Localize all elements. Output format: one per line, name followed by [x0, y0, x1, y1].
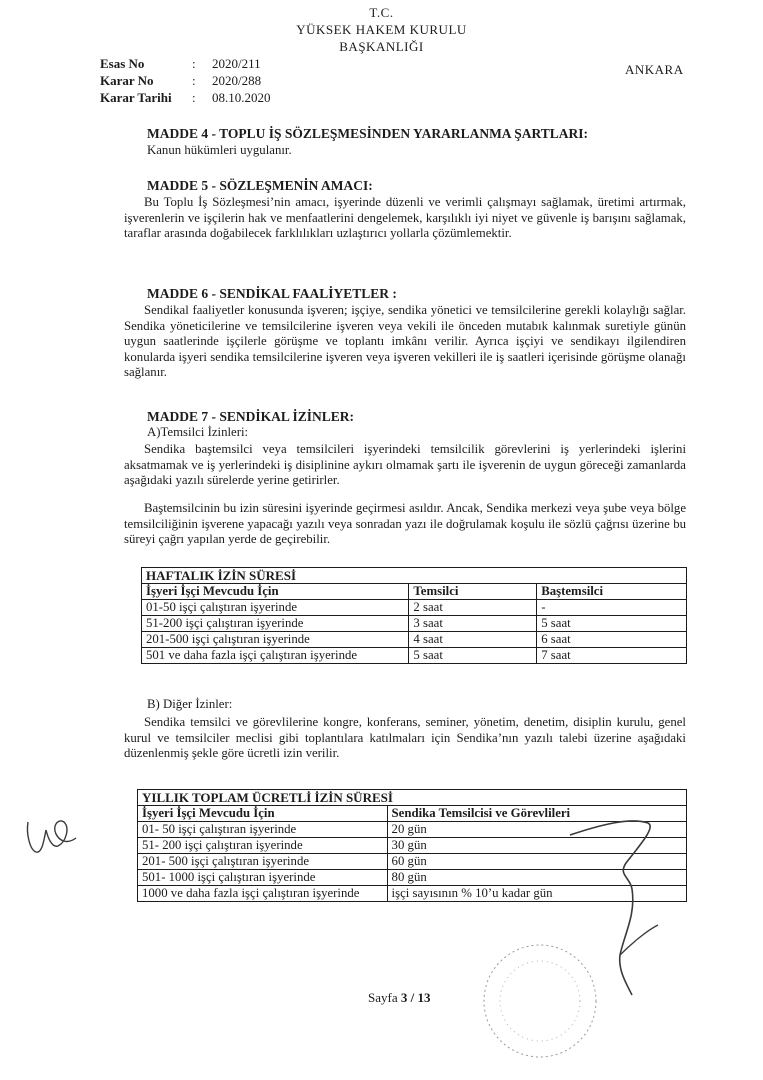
article-7-paragraph-2: Baştemsilcinin bu izin süresini işyerinde geçirmesi asıldır. Ancak, Sendika merkezi veya şube veya bölge temsilciliğinin işverene yapacağı yazılı veya sonradan yazı ile doğrulamak koşulu ile sözlü çağrısı üzerine bu süreyi çağrı yapılan yerde de geçirebilir. [124, 501, 686, 547]
table-header: İşyeri İşçi Mevcudu İçin [142, 584, 409, 600]
table-header: İşyeri İşçi Mevcudu İçin [138, 806, 388, 822]
article-7-paragraph-3: Sendika temsilci ve görevlilerine kongre, konferans, seminer, yönetim, denetim, disiplin kurulu, genel kurul ve temsilciler meclisi gibi toplantılara katılmaları için Sendika’nın yazılı talebi üzerine aşağıdaki düzenlenmiş şekle göre ücretli izin verilir. [124, 715, 686, 761]
table-cell: 01- 50 işçi çalıştıran işyerinde [138, 822, 388, 838]
page-prefix: Sayfa [368, 990, 398, 1005]
table-cell: 5 saat [409, 648, 537, 664]
table-cell: 501- 1000 işçi çalıştıran işyerinde [138, 870, 388, 886]
table-cell: - [537, 600, 687, 616]
annual-leave-table-title: YILLIK TOPLAM ÜCRETLİ İZİN SÜRESİ [138, 790, 687, 806]
weekly-leave-table [141, 567, 687, 664]
article-7-paragraph-1: Sendika baştemsilci veya temsilcileri işyerindeki temsilcilik görevlerini iş yerlerindeki işlerini aksatmamak ve iş yerlerindeki iş disiplinine aykırı olmamak şartı ile işverenin de uygun göreceği zamanlarda aşağıdaki yazılı sürelerde yerine getirirler. [124, 442, 686, 488]
article-6-title: MADDE 6 - SENDİKAL FAALİYETLER : [147, 286, 397, 301]
table-cell: 201-500 işçi çalıştıran işyerinde [142, 632, 409, 648]
article-4-title: MADDE 4 - TOPLU İŞ SÖZLEŞMESİNDEN YARARLANMA ŞARTLARI: [147, 126, 588, 141]
case-meta [100, 55, 271, 106]
table-row [142, 600, 687, 616]
header-presidency: BAŞKANLIĞI [339, 39, 424, 54]
table-cell: 01-50 işçi çalıştıran işyerinde [142, 600, 409, 616]
table-cell: 20 gün [387, 822, 686, 838]
article-7-title: MADDE 7 - SENDİKAL İZİNLER: [147, 409, 355, 424]
article-4-text: Kanun hükümleri uygulanır. [147, 143, 292, 157]
initials-signature [22, 812, 82, 862]
official-stamp [470, 935, 610, 1070]
header-tc: T.C. [369, 5, 394, 20]
meta-row-karar: Karar No : 2020/288 [100, 73, 262, 88]
page-total: 13 [417, 990, 431, 1005]
table-cell: 6 saat [537, 632, 687, 648]
table-cell: 201- 500 işçi çalıştıran işyerinde [138, 854, 388, 870]
table-header: Temsilci [409, 584, 537, 600]
table-cell: 4 saat [409, 632, 537, 648]
table-header: Sendika Temsilcisi ve Görevlileri [387, 806, 686, 822]
table-cell: işçi sayısının % 10’u kadar gün [387, 886, 686, 902]
meta-row-esas: Esas No : 2020/211 [100, 56, 261, 71]
meta-row-tarih: Karar Tarihi : 08.10.2020 [100, 90, 271, 105]
article-5-text: Bu Toplu İş Sözleşmesi’nin amacı, işyerinde düzenli ve verimli çalışmayı sağlamak, üretimi artırmak, işverenlerin ve işçilerin hak ve menfaatlerini dengelemek, karşılıklı iyi niyet ve güvenle iş barışını sağlamak, taraflar arasında doğabilecek farklılıkları uzlaştırıcı yollarla çözümlemektir. [124, 195, 686, 241]
table-cell: 2 saat [409, 600, 537, 616]
table-cell: 80 gün [387, 870, 686, 886]
article-7-section-b: B) Diğer İzinler: [147, 697, 233, 711]
header-city: ANKARA [625, 62, 684, 77]
article-5-title: MADDE 5 - SÖZLEŞMENİN AMACI: [147, 178, 373, 193]
page-current: 3 [400, 990, 408, 1005]
table-cell: 3 saat [409, 616, 537, 632]
table-cell: 501 ve daha fazla işçi çalıştıran işyerinde [142, 648, 409, 664]
table-header: Baştemsilci [537, 584, 687, 600]
article-7-section-a: A)Temsilci İzinleri: [147, 425, 249, 439]
header-court-name: YÜKSEK HAKEM KURULU [296, 22, 467, 37]
table-row [142, 648, 687, 664]
table-cell: 60 gün [387, 854, 686, 870]
table-cell: 51-200 işçi çalıştıran işyerinde [142, 616, 409, 632]
table-cell: 7 saat [537, 648, 687, 664]
weekly-leave-table-title: HAFTALIK İZİN SÜRESİ [142, 568, 687, 584]
page-separator: / [410, 990, 415, 1005]
table-cell: 5 saat [537, 616, 687, 632]
table-cell: 1000 ve daha fazla işçi çalıştıran işyerinde [138, 886, 388, 902]
article-6-text: Sendikal faaliyetler konusunda işveren; işçiye, sendika yönetici ve temsilcilerine gerekli kolaylığı sağlar. Sendika yöneticilerine ve temsilcilerine işveren veya vekili ile önceden mutabık kalınmak suretiyle günün uygun saatlerinde işçilerle görüşme ve toplantı imkânı verilir. Ayrıca işçiyi ve sendikayı ilgilendiren konularda işyeri sendika temsilcilerine işveren veya işveren vekilleri ile iş saatleri içerisinde görüşme olanağı sağlanır. [124, 303, 686, 380]
table-cell: 30 gün [387, 838, 686, 854]
page-number [368, 990, 430, 1006]
table-cell: 51- 200 işçi çalıştıran işyerinde [138, 838, 388, 854]
table-row [142, 632, 687, 648]
table-row [142, 616, 687, 632]
